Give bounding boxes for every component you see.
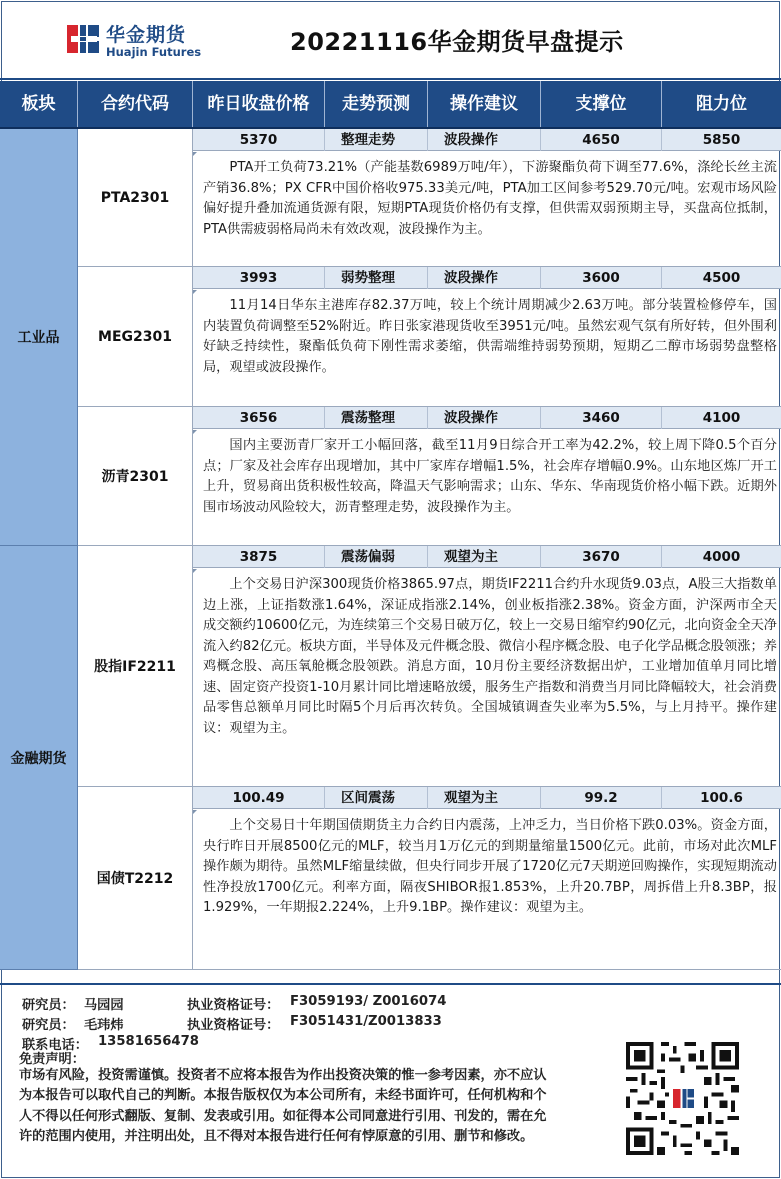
contract-code-if: 股指IF2211 bbox=[78, 546, 193, 787]
resistance-level: 4100 bbox=[702, 410, 741, 426]
comment-marker-icon bbox=[193, 290, 197, 294]
comment-marker-icon bbox=[193, 152, 197, 156]
close-price: 3875 bbox=[193, 546, 325, 568]
resistance-level: 5850 bbox=[702, 132, 741, 148]
researcher-label: 研究员： bbox=[22, 1018, 75, 1033]
column-header-code: 合约代码 bbox=[78, 81, 193, 127]
trend-forecast: 弱势整理 bbox=[325, 267, 428, 289]
operation-advice: 波段操作 bbox=[428, 129, 541, 151]
report-footer bbox=[0, 983, 781, 1179]
contract-code-pta: PTA2301 bbox=[78, 129, 193, 267]
operation-advice: 观望为主 bbox=[428, 787, 541, 809]
analysis-text-pta: PTA开工负荷73.21%（产能基数6989万吨/年），下游聚酯负荷下调至77.6%，涤纶长丝主流产销36.8%；PX CFR中国价格收975.33美元/吨，PTA加工区间参考529.70元/吨。宏观市场风险偏好提升叠加流通货源有限，短期PTA现货价格仍有支撑，但供需双弱预期主导，买盘高位抵制，PTA供需疲弱格局尚未有效改观，波段操作为主。 bbox=[193, 151, 781, 267]
phone-number: 13581656478 bbox=[98, 1034, 199, 1049]
support-level: 3670 bbox=[541, 546, 662, 568]
company-logo bbox=[66, 20, 214, 62]
qr-code-icon bbox=[626, 1042, 739, 1155]
comment-marker-icon bbox=[193, 430, 197, 434]
researcher-label: 研究员： bbox=[22, 998, 75, 1013]
support-level: 3460 bbox=[541, 407, 662, 429]
analysis-text-meg: 11月14日华东主港库存82.37万吨，较上个统计周期减少2.63万吨。部分装置检修停车，国内装置负荷调整至52%附近。昨日张家港现货收至3951元/吨。虽然宏观气氛有所好转，但外围利好缺乏持续性，聚酯低负荷下刚性需求萎缩，供需端维持弱势预期，短期乙二醇市场弱势盘整格局，观望或波段操作。 bbox=[193, 289, 781, 407]
column-header-support: 支撑位 bbox=[541, 81, 662, 127]
cert-number: F3051431/Z0013833 bbox=[290, 1014, 442, 1029]
trend-forecast: 震荡偏弱 bbox=[325, 546, 428, 568]
trend-forecast: 区间震荡 bbox=[325, 787, 428, 809]
contract-code-bitumen: 沥青2301 bbox=[78, 407, 193, 546]
value-row-t bbox=[193, 787, 781, 809]
operation-advice: 波段操作 bbox=[428, 407, 541, 429]
value-row-if bbox=[193, 546, 781, 568]
operation-advice: 观望为主 bbox=[428, 546, 541, 568]
column-header-sector: 板块 bbox=[0, 81, 78, 127]
table-header bbox=[0, 81, 781, 129]
analysis-text-if: 上个交易日沪深300现货价格3865.97点，期货IF2211合约升水现货9.03点，A股三大指数单边上涨，上证指数涨1.64%，深证成指涨2.14%，创业板指涨2.38%。资金方面，沪深两市全天成交额约10600亿元，为连续第三个交易日破万亿，较上一交易日缩窄约90亿元，北向资金全天净流入约82亿元。板块方面，半导体及元件概念股、微信小程序概念股、电子化学品概念股领涨；养鸡概念股、高压氧舱概念股领跌。消息方面，10月份主要经济数据出炉，工业增加值单月同比增速、固定资产投资1-10月累计同比增速略放缓，服务生产指数和消费当月同比降幅较大，社会消费品零售总额单月同比时隔5个月后再次转负。全国城镇调查失业率为5.5%，与上月持平。操作建议：观望为主。 bbox=[193, 568, 781, 787]
column-header-trend: 走势预测 bbox=[325, 81, 428, 127]
support-level: 3600 bbox=[541, 267, 662, 289]
comment-marker-icon bbox=[193, 810, 197, 814]
resistance-level: 4500 bbox=[702, 270, 741, 286]
disclaimer-title: 免责声明： bbox=[19, 1052, 85, 1067]
cert-label: 执业资格证号： bbox=[187, 998, 280, 1013]
researcher-name: 毛玮炜 bbox=[84, 1018, 124, 1033]
contract-code-meg: MEG2301 bbox=[78, 267, 193, 407]
close-price: 5370 bbox=[193, 129, 325, 151]
value-row-pta bbox=[193, 129, 781, 151]
cert-number: F3059193/ Z0016074 bbox=[290, 994, 447, 1009]
comment-marker-icon bbox=[193, 569, 197, 573]
analysis-text-bitumen: 国内主要沥青厂家开工小幅回落，截至11月9日综合开工率为42.2%，较上周下降0.5个百分点；厂家及社会库存出现增加，其中厂家库存增幅1.5%，社会库存增幅0.9%。山东地区炼厂开工上升，贸易商出货积极性较高，降温天气影响需求；山东、华东、华南现货价格小幅下跌。近期外围市场波动风险较大，沥青整理走势，波段操作为主。 bbox=[193, 429, 781, 546]
trend-forecast: 震荡整理 bbox=[325, 407, 428, 429]
trend-forecast: 整理走势 bbox=[325, 129, 428, 151]
close-price: 100.49 bbox=[193, 787, 325, 809]
value-row-bitumen bbox=[193, 407, 781, 429]
close-price: 3993 bbox=[193, 267, 325, 289]
support-level: 4650 bbox=[541, 129, 662, 151]
resistance-level: 4000 bbox=[702, 549, 741, 565]
sector-industrial: 工业品 bbox=[0, 129, 78, 546]
support-level: 99.2 bbox=[541, 787, 662, 809]
sector-financial: 金融期货 bbox=[0, 546, 78, 970]
report-header bbox=[0, 0, 781, 80]
column-header-close: 昨日收盘价格 bbox=[193, 81, 325, 127]
phone-label: 联系电话： bbox=[22, 1038, 88, 1053]
researcher-name: 马园园 bbox=[84, 998, 124, 1013]
disclaimer-text: 市场有风险，投资需谨慎。投资者不应将本报告为作出投资决策的惟一参考因素，亦不应认为本报告可以取代自己的判断。本报告版权仅为本公司所有，未经书面许可，任何机构和个人不得以任何形式翻版、复制、发表或引用。如征得本公司同意进行引用、刊发的，需在允许的范围内使用，并注明出处，且不得对本报告进行任何有悖原意的引用、删节和修改。 bbox=[19, 1068, 547, 1145]
resistance-level: 100.6 bbox=[700, 790, 743, 806]
operation-advice: 波段操作 bbox=[428, 267, 541, 289]
logo-chinese-name: 华金期货 bbox=[106, 24, 187, 46]
contract-code-t: 国债T2212 bbox=[78, 787, 193, 970]
column-header-advice: 操作建议 bbox=[428, 81, 541, 127]
report-title: 20221116华金期货早盘提示 bbox=[290, 28, 624, 56]
cert-label: 执业资格证号： bbox=[187, 1018, 280, 1033]
close-price: 3656 bbox=[193, 407, 325, 429]
logo-english-name: Huajin Futures bbox=[106, 45, 202, 59]
column-header-resistance: 阻力位 bbox=[696, 94, 747, 114]
huajin-logo-icon bbox=[66, 22, 100, 56]
analysis-text-t: 上个交易日十年期国债期货主力合约日内震荡，上冲乏力，当日价格下跌0.03%。资金方面，央行昨日开展8500亿元的MLF，较当月1万亿元的到期量缩量1500亿元。此前，市场对此次MLF操作颇为期待。虽然MLF缩量续做，但央行同步开展了1720亿元7天期逆回购操作，实现短期流动性净投放1700亿元。利率方面，隔夜SHIBOR报1.853%，上升20.7BP，周拆借上升8.3BP，报1.929%，一年期报2.224%，上升9.1BP。操作建议：观望为主。 bbox=[193, 809, 781, 970]
value-row-meg bbox=[193, 267, 781, 289]
